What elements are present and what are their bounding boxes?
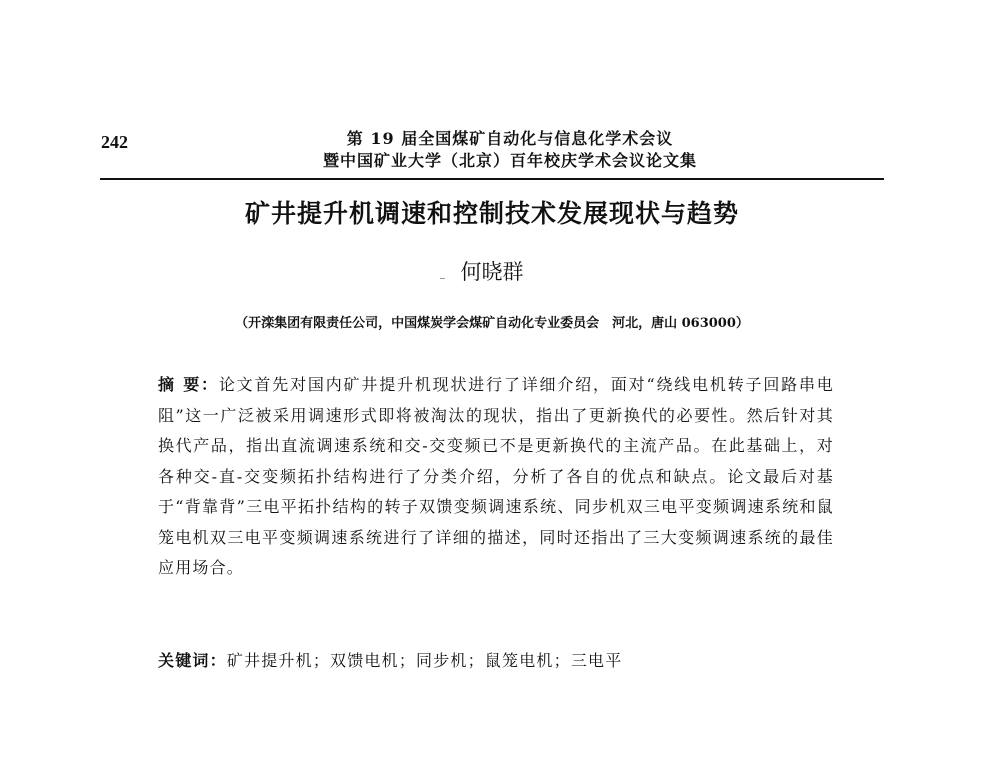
keywords-label: 关键词：	[158, 651, 227, 670]
keywords-text: 矿井提升机；双馈电机；同步机；鼠笼电机；三电平	[226, 651, 623, 670]
header-rule	[100, 178, 884, 180]
page-number: 242	[101, 132, 128, 152]
author-name: 何晓群	[460, 260, 524, 284]
keywords	[158, 646, 834, 676]
header-line-1: 第 19 届全国煤矿自动化与信息化学术会议	[346, 129, 674, 148]
header-line-2: 暨中国矿业大学（北京）百年校庆学术会议论文集	[322, 151, 697, 170]
paper-title: 矿井提升机调速和控制技术发展现状与趋势	[244, 199, 739, 228]
abstract-label: 摘 要：	[158, 375, 219, 394]
abstract-text: 论文首先对国内矿井提升机现状进行了详细介绍，面对“绕线电机转子回路串电阻”这一广泛被采用调速形式即将被淘汰的现状，指出了更新换代的必要性。然后针对其换代产品，指出直流调速系统和交-交变频已不是更新换代的主流产品。在此基础上，对各种交-直-交变频拓扑结构进行了分类介绍，分析了各自的优点和缺点。论文最后对基于“背靠背”三电平拓扑结构的转子双馈变频调速系统、同步机双三电平变频调速系统和鼠笼电机双三电平变频调速系统进行了详细的描述，同时还指出了三大变频调速系统的最佳应用场合。	[158, 375, 834, 577]
author-affiliation: （开滦集团有限责任公司，中国煤炭学会煤矿自动化专业委员会 河北，唐山 063000）	[235, 316, 749, 331]
running-header	[240, 128, 780, 172]
abstract	[158, 370, 834, 584]
